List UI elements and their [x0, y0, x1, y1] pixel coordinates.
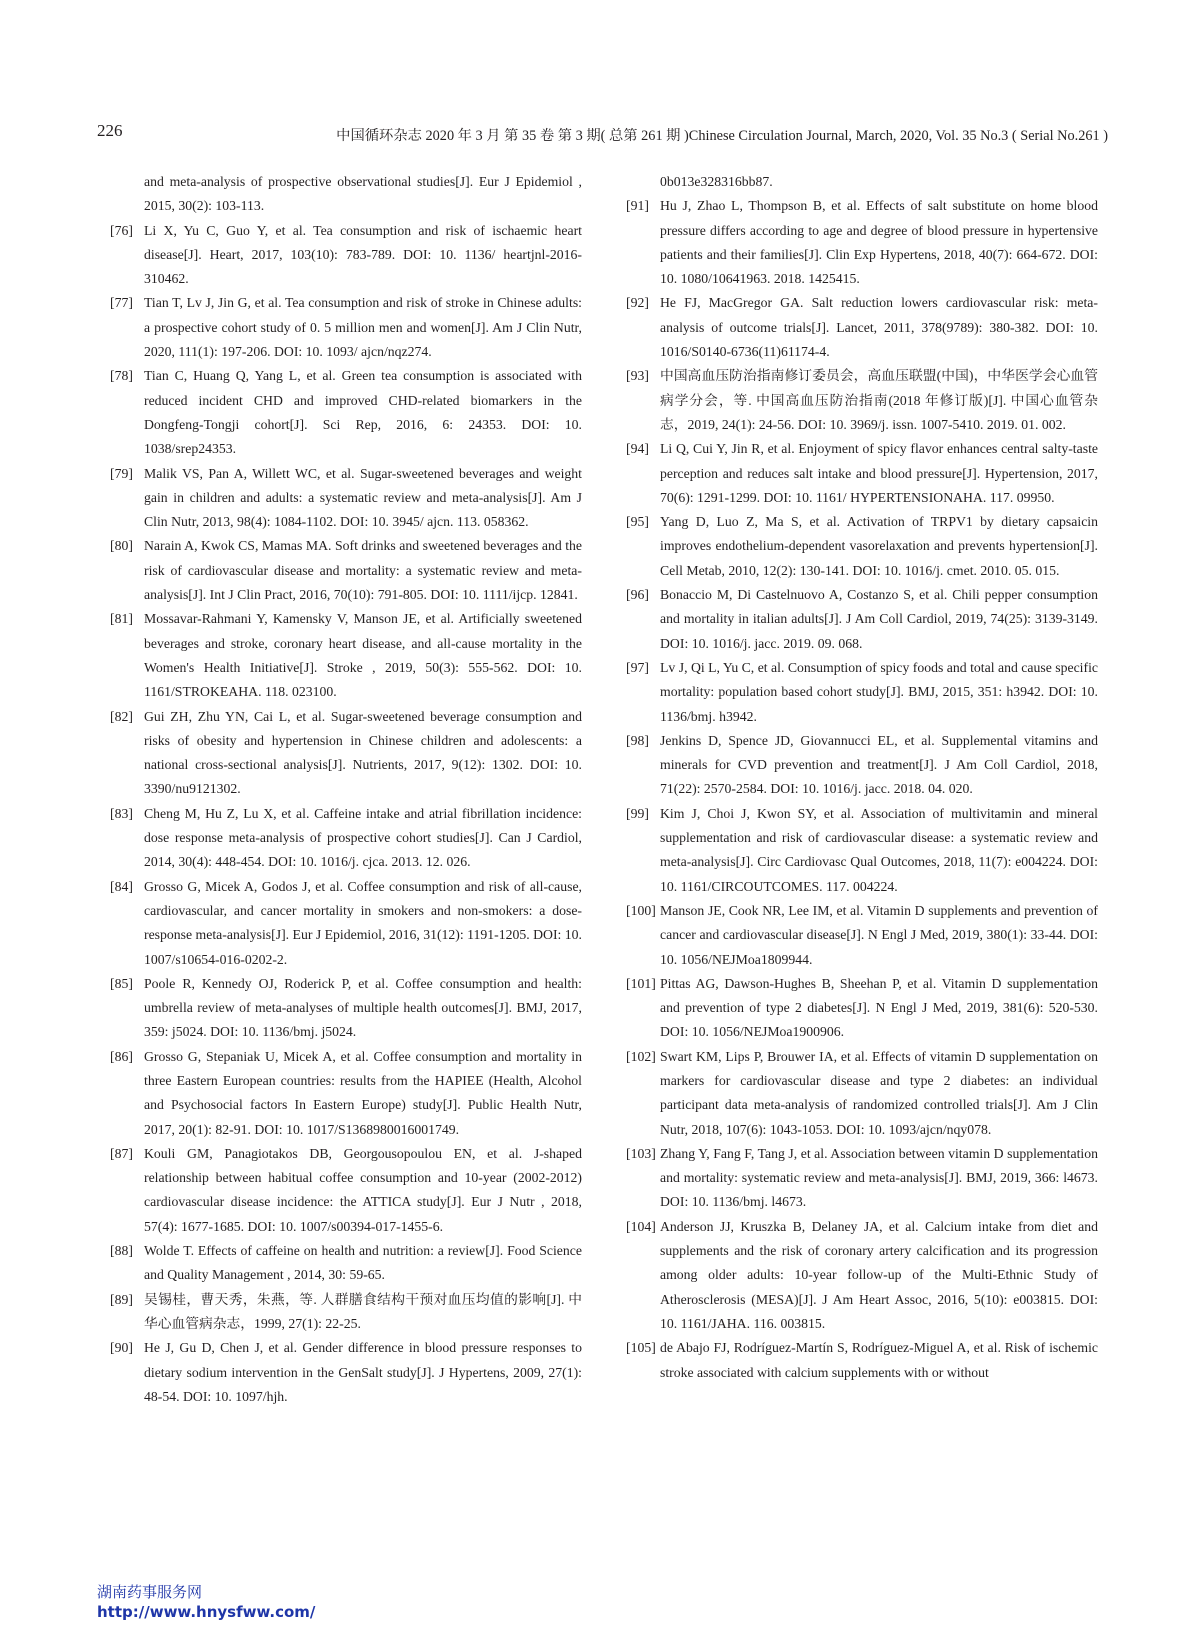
reference-entry [626, 729, 1098, 802]
reference-text: Jenkins D, Spence JD, Giovannucci EL, et al. Supplemental vitamins and minerals for CVD prevention and treatment[J]. J Am Coll Cardiol, 2018, 71(22): 2570-2584. DOI: 10. 1016/j. jacc. 2018. 04. 020. [660, 732, 1098, 797]
reference-entry [110, 1288, 582, 1337]
reference-entry [626, 972, 1098, 1045]
reference-entry [110, 1142, 582, 1239]
reference-text: Mossavar-Rahmani Y, Kamensky V, Manson JE, et al. Artificially sweetened beverages and stroke, coronary heart disease, and all-cause mortality in the Women's Health Initiative[J]. Stroke , 2019, 50(3): 555-562. DOI: 10. 1161/STROKEAHA. 118. 023100. [144, 611, 582, 700]
reference-number: [89] [110, 1291, 133, 1307]
reference-number: [92] [626, 295, 649, 311]
reference-text: He J, Gu D, Chen J, et al. Gender difference in blood pressure responses to dietary sodium intervention in the GenSalt study[J]. J Hypertens, 2009, 27(1): 48-54. DOI: 10. 1097/hjh. [144, 1340, 582, 1404]
reference-entry [626, 656, 1098, 729]
reference-number: [100] [626, 902, 656, 918]
reference-number: [105] [626, 1340, 656, 1356]
reference-text: Grosso G, Stepaniak U, Micek A, et al. Coffee consumption and mortality in three Eastern European countries: results from the HAPIEE (Health, Alcohol and Psychosocial factors In Eastern Europe) study[J]. Public Health Nutr, 2017, 20(1): 82-91. DOI: 10. 1017/S1368980016001749. [144, 1048, 582, 1137]
reference-number: [97] [626, 659, 649, 675]
reference-text: de Abajo FJ, Rodríguez-Martín S, Rodríguez-Miguel A, et al. Risk of ischemic stroke associated with calcium supplements with or without [660, 1340, 1098, 1380]
reference-text: Yang D, Luo Z, Ma S, et al. Activation of TRPV1 by dietary capsaicin improves endothelium-dependent vasorelaxation and prevents hypertension[J]. Cell Metab, 2010, 12(2): 130-141. DOI: 10. 1016/j. cmet. 2010. 05. 015. [660, 514, 1098, 578]
reference-number: [83] [110, 805, 133, 821]
reference-text: He FJ, MacGregor GA. Salt reduction lowers cardiovascular risk: meta-analysis of outcome trials[J]. Lancet, 2011, 378(9789): 380-382. DOI: 10. 1016/S0140-6736(11)61174-4. [660, 295, 1098, 360]
reference-entry [626, 899, 1098, 972]
reference-number: [90] [110, 1340, 133, 1356]
reference-text: 中国高血压防治指南修订委员会，高血压联盟(中国)，中华医学会心血管病学分会，等. 中国高血压防治指南(2018 年修订版)[J]. 中国心血管杂志，2019, 24(1): 24-56. DOI: 10. 3969/j. issn. 1007-5410. 2019. 01. 002. [660, 368, 1098, 432]
reference-number: [80] [110, 538, 133, 554]
reference-text: Kouli GM, Panagiotakos DB, Georgousopoulou EN, et al. J-shaped relationship between habitual coffee consumption and 10-year (2002-2012) cardiovascular disease incidence: the ATTICA study[J]. Eur J Nutr , 2018, 57(4): 1677-1685. DOI: 10. 1007/s00394-017-1455-6. [144, 1145, 582, 1234]
reference-text: 0b013e328316bb87. [660, 174, 773, 189]
reference-text: Li X, Yu C, Guo Y, et al. Tea consumption and risk of ischaemic heart disease[J]. Heart, 2017, 103(10): 783-789. DOI: 10. 1136/ heartjnl-2016-310462. [144, 222, 582, 287]
reference-number: [94] [626, 441, 649, 457]
reference-number: [102] [626, 1048, 656, 1064]
reference-number: [87] [110, 1145, 133, 1161]
reference-entry [626, 291, 1098, 364]
reference-number: [101] [626, 975, 656, 991]
reference-entry [626, 170, 1098, 194]
reference-text: Swart KM, Lips P, Brouwer IA, et al. Effects of vitamin D supplementation on markers for cardiovascular disease and type 2 diabetes: an individual participant data meta-analysis of randomized controlled trials[J]. Am J Clin Nutr, 2018, 107(6): 1043-1053. DOI: 10. 1093/ajcn/nqy078. [660, 1048, 1098, 1137]
reference-entry [110, 705, 582, 802]
reference-entry [110, 1239, 582, 1288]
reference-text: Lv J, Qi L, Yu C, et al. Consumption of spicy foods and total and cause specific mortality: population based cohort study[J]. BMJ, 2015, 351: h3942. DOI: 10. 1136/bmj. h3942. [660, 659, 1098, 724]
reference-entry [626, 1142, 1098, 1215]
reference-entry [110, 291, 582, 364]
reference-text: Pittas AG, Dawson-Hughes B, Sheehan P, et al. Vitamin D supplementation and prevention of type 2 diabetes[J]. N Engl J Med, 2019, 381(6): 520-530. DOI: 10. 1056/NEJMoa1900906. [660, 975, 1098, 1040]
reference-number: [91] [626, 198, 649, 214]
watermark-title: 湖南药事服务网 [97, 1583, 203, 1601]
reference-entry [110, 1336, 582, 1409]
reference-entry [626, 364, 1098, 437]
reference-text: Malik VS, Pan A, Willett WC, et al. Sugar-sweetened beverages and weight gain in children and adults: a systematic review and meta-analysis[J]. Am J Clin Nutr, 2013, 98(4): 1084-1102. DOI: 10. 3945/ ajcn. 113. 058362. [144, 465, 582, 530]
reference-text: Gui ZH, Zhu YN, Cai L, et al. Sugar-sweetened beverage consumption and risks of obesity and hypertension in Chinese children and adolescents: a national cross-sectional analysis[J]. Nutrients, 2017, 9(12): 1302. DOI: 10. 3390/nu9121302. [144, 708, 582, 797]
references-right-column [626, 170, 1098, 1385]
reference-number: [76] [110, 222, 133, 238]
reference-entry [626, 1336, 1098, 1385]
reference-entry [626, 1215, 1098, 1336]
reference-text: Anderson JJ, Kruszka B, Delaney JA, et al. Calcium intake from diet and supplements and the risk of coronary artery calcification and its progression among older adults: 10-year follow-up of the Multi-Ethnic Study of Atherosclerosis (MESA)[J]. J Am Heart Assoc, 2016, 5(10): e003815. DOI: 10. 1161/JAHA. 116. 003815. [660, 1218, 1098, 1331]
reference-number: [85] [110, 975, 133, 991]
reference-number: [96] [626, 587, 649, 603]
reference-entry [626, 194, 1098, 291]
reference-text: Grosso G, Micek A, Godos J, et al. Coffee consumption and risk of all-cause, cardiovascular, and cancer mortality in smokers and non-smokers: a dose-response meta-analysis[J]. Eur J Epidemiol, 2016, 31(12): 1191-1205. DOI: 10. 1007/s10654-016-0202-2. [144, 878, 582, 967]
reference-number: [84] [110, 878, 133, 894]
reference-entry [626, 583, 1098, 656]
page-number: 226 [97, 121, 123, 140]
reference-text: Li Q, Cui Y, Jin R, et al. Enjoyment of spicy flavor enhances central salty-taste perception and reduces salt intake and blood pressure[J]. Hypertension, 2017, 70(6): 1291-1299. DOI: 10. 1161/ HYPERTENSIONAHA. 117. 09950. [660, 441, 1098, 505]
reference-text: Cheng M, Hu Z, Lu X, et al. Caffeine intake and atrial fibrillation incidence: dose response meta-analysis of prospective cohort studies[J]. Can J Cardiol, 2014, 30(4): 448-454. DOI: 10. 1016/j. cjca. 2013. 12. 026. [144, 805, 582, 870]
reference-text: Hu J, Zhao L, Thompson B, et al. Effects of salt substitute on home blood pressure differs according to age and degree of blood pressure in hypertensive patients and their families[J]. Clin Exp Hypertens, 2018, 40(7): 664-672. DOI: 10. 1080/10641963. 2018. 1425415. [660, 198, 1098, 287]
reference-entry [110, 462, 582, 535]
reference-number: [86] [110, 1048, 133, 1064]
reference-number: [95] [626, 514, 649, 530]
reference-entry [110, 1045, 582, 1142]
reference-entry [110, 364, 582, 461]
reference-entry [110, 534, 582, 607]
reference-text: Kim J, Choi J, Kwon SY, et al. Association of multivitamin and mineral supplementation and risk of cardiovascular disease: a systematic review and meta-analysis[J]. Circ Cardiovasc Qual Outcomes, 2018, 11(7): e004224. DOI: 10. 1161/CIRCOUTCOMES. 117. 004224. [660, 805, 1098, 894]
reference-text: and meta-analysis of prospective observational studies[J]. Eur J Epidemiol , 2015, 30(2): 103-113. [144, 174, 582, 214]
reference-entry [110, 607, 582, 704]
reference-number: [77] [110, 295, 133, 311]
reference-number: [82] [110, 708, 133, 724]
reference-entry [626, 510, 1098, 583]
reference-text: Manson JE, Cook NR, Lee IM, et al. Vitamin D supplements and prevention of cancer and cardiovascular disease[J]. N Engl J Med, 2019, 380(1): 33-44. DOI: 10. 1056/NEJMoa1809944. [660, 902, 1098, 967]
reference-number: [93] [626, 368, 649, 384]
reference-entry [110, 219, 582, 292]
watermark-url[interactable]: http://www.hnysfww.com/ [97, 1603, 316, 1621]
reference-text: Zhang Y, Fang F, Tang J, et al. Association between vitamin D supplementation and mortality: systematic review and meta-analysis[J]. BMJ, 2019, 366: l4673. DOI: 10. 1136/bmj. l4673. [660, 1145, 1098, 1210]
reference-entry [626, 802, 1098, 899]
reference-entry [110, 875, 582, 972]
reference-entry [626, 1045, 1098, 1142]
reference-number: [79] [110, 465, 133, 481]
reference-number: [81] [110, 611, 133, 627]
reference-text: 吴锡桂，曹天秀，朱燕，等. 人群膳食结构干预对血压均值的影响[J]. 中华心血管病杂志，1999, 27(1): 22-25. [144, 1291, 582, 1331]
reference-entry [110, 802, 582, 875]
references-left-column [110, 170, 582, 1409]
reference-text: Poole R, Kennedy OJ, Roderick P, et al. Coffee consumption and health: umbrella review of meta-analyses of multiple health outcomes[J]. BMJ, 2017, 359: j5024. DOI: 10. 1136/bmj. j5024. [144, 975, 582, 1040]
reference-entry [110, 972, 582, 1045]
watermark [97, 1582, 315, 1622]
reference-entry [110, 170, 582, 219]
reference-text: Tian T, Lv J, Jin G, et al. Tea consumption and risk of stroke in Chinese adults: a prospective cohort study of 0. 5 million men and women[J]. Am J Clin Nutr, 2020, 111(1): 197-206. DOI: 10. 1093/ ajcn/nqz274. [144, 295, 582, 360]
reference-number: [98] [626, 732, 649, 748]
reference-number: [104] [626, 1218, 656, 1234]
reference-text: Bonaccio M, Di Castelnuovo A, Costanzo S, et al. Chili pepper consumption and mortality in italian adults[J]. J Am Coll Cardiol, 2019, 74(25): 3139-3149. DOI: 10. 1016/j. jacc. 2019. 09. 068. [660, 587, 1098, 651]
reference-number: [103] [626, 1145, 656, 1161]
reference-number: [88] [110, 1243, 133, 1259]
reference-entry [626, 437, 1098, 510]
reference-text: Wolde T. Effects of caffeine on health and nutrition: a review[J]. Food Science and Quality Management , 2014, 30: 59-65. [144, 1243, 582, 1283]
reference-text: Tian C, Huang Q, Yang L, et al. Green tea consumption is associated with reduced incident CHD and improved CHD-related biomarkers in the Dongfeng-Tongji cohort[J]. Sci Rep, 2016, 6: 24353. DOI: 10. 1038/srep24353. [144, 368, 582, 457]
reference-text: Narain A, Kwok CS, Mamas MA. Soft drinks and sweetened beverages and the risk of cardiovascular disease and mortality: a systematic review and meta-analysis[J]. Int J Clin Pract, 2016, 70(10): 791-805. DOI: 10. 1111/ijcp. 12841. [144, 538, 582, 603]
running-header: 中国循环杂志 2020 年 3 月 第 35 卷 第 3 期( 总第 261 期 )Chinese Circulation Journal, March, 2020, Vol. 35 No.3 ( Serial No.261 ) [336, 128, 1108, 144]
reference-number: [78] [110, 368, 133, 384]
reference-number: [99] [626, 805, 649, 821]
